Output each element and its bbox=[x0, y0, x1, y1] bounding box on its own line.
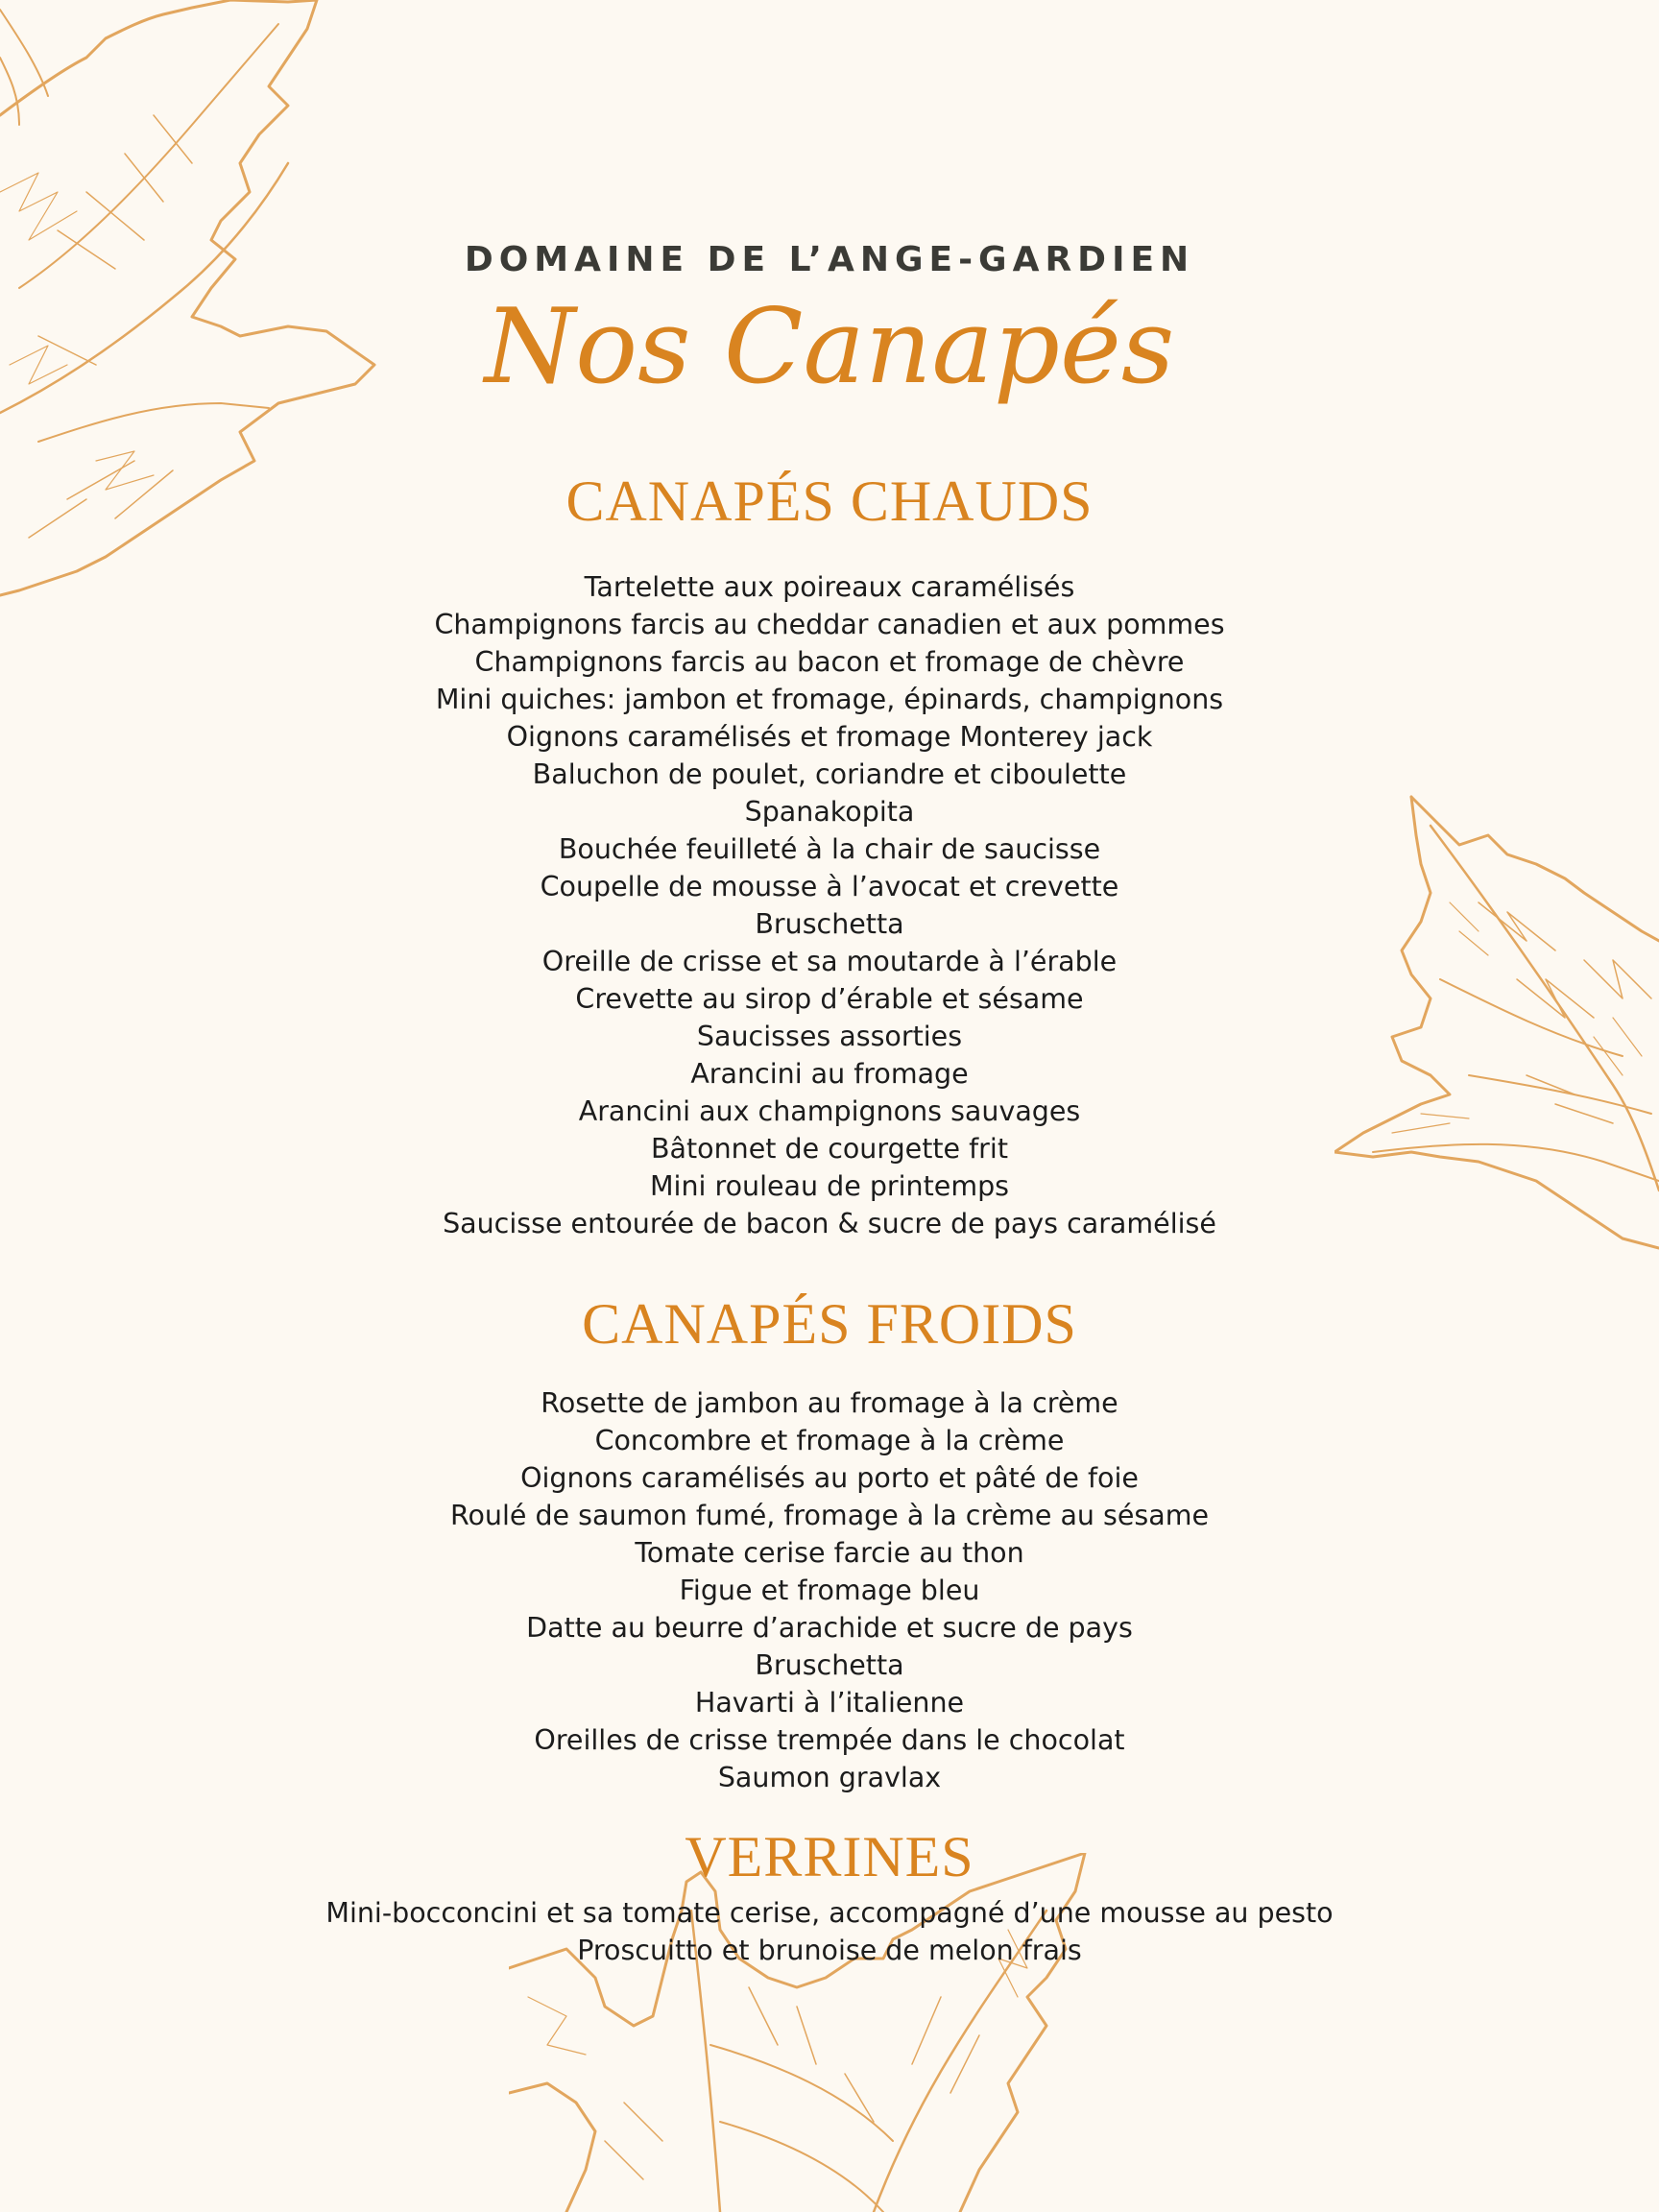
menu-list-canapes-froids bbox=[0, 1384, 1659, 1796]
menu-item: Baluchon de poulet, coriandre et ciboulette bbox=[532, 758, 1127, 790]
menu-item: Mini rouleau de printemps bbox=[649, 1170, 1010, 1202]
menu-item: Arancini aux champignons sauvages bbox=[578, 1095, 1081, 1127]
menu-item: Oignons caramélisés au porto et pâté de foie bbox=[520, 1462, 1139, 1494]
menu-item: Concombre et fromage à la crème bbox=[594, 1425, 1065, 1456]
menu-item: Havarti à l’italienne bbox=[694, 1687, 965, 1719]
menu-item: Champignons farcis au cheddar canadien et aux pommes bbox=[434, 609, 1225, 640]
section-heading-verrines: VERRINES bbox=[685, 1825, 974, 1888]
menu-item: Crevette au sirop d’érable et sésame bbox=[575, 983, 1084, 1015]
menu-list-canapes-chauds bbox=[0, 568, 1659, 1242]
menu-item: Saucisse entourée de bacon & sucre de pays caramélisé bbox=[443, 1208, 1216, 1239]
menu-item: Bâtonnet de courgette frit bbox=[650, 1133, 1008, 1165]
menu-item: Oreilles de crisse trempée dans le chocolat bbox=[534, 1724, 1125, 1756]
menu-item: Bruschetta bbox=[755, 1649, 904, 1681]
menu-item: Rosette de jambon au fromage à la crème bbox=[541, 1387, 1118, 1419]
menu-item: Bruschetta bbox=[755, 908, 904, 940]
menu-item: Arancini au fromage bbox=[690, 1058, 969, 1090]
menu-item: Figue et fromage bleu bbox=[679, 1575, 980, 1606]
menu-item: Oreille de crisse et sa moutarde à l’érable bbox=[541, 946, 1118, 977]
menu-item: Spanakopita bbox=[744, 796, 915, 828]
menu-item: Tartelette aux poireaux caramélisés bbox=[584, 571, 1075, 603]
page-title: Nos Canapés bbox=[484, 287, 1175, 407]
menu-item: Bouchée feuilleté à la chair de saucisse bbox=[558, 833, 1101, 865]
menu-item: Coupelle de mousse à l’avocat et crevette bbox=[540, 871, 1119, 902]
menu-item: Saumon gravlax bbox=[717, 1762, 942, 1793]
menu-item: Mini-bocconcini et sa tomate cerise, accompagné d’une mousse au pesto bbox=[325, 1897, 1334, 1929]
section-heading-canapes-chauds: CANAPÉS CHAUDS bbox=[565, 469, 1094, 533]
menu-item: Roulé de saumon fumé, fromage à la crème au sésame bbox=[449, 1500, 1210, 1531]
menu-item: Datte au beurre d’arachide et sucre de pays bbox=[526, 1612, 1133, 1644]
menu-item: Mini quiches: jambon et fromage, épinards, champignons bbox=[435, 684, 1224, 715]
brand-name: DOMAINE DE L’ANGE-GARDIEN bbox=[464, 240, 1195, 279]
menu-item: Proscuitto et brunoise de melon frais bbox=[577, 1935, 1082, 1966]
menu-list-verrines bbox=[0, 1894, 1659, 1969]
menu-item: Oignons caramélisés et fromage Monterey jack bbox=[506, 721, 1153, 753]
menu-item: Saucisses assorties bbox=[696, 1021, 963, 1052]
section-heading-canapes-froids: CANAPÉS FROIDS bbox=[582, 1292, 1077, 1356]
menu-item: Tomate cerise farcie au thon bbox=[635, 1537, 1024, 1569]
menu-item: Champignons farcis au bacon et fromage de chèvre bbox=[474, 646, 1185, 678]
